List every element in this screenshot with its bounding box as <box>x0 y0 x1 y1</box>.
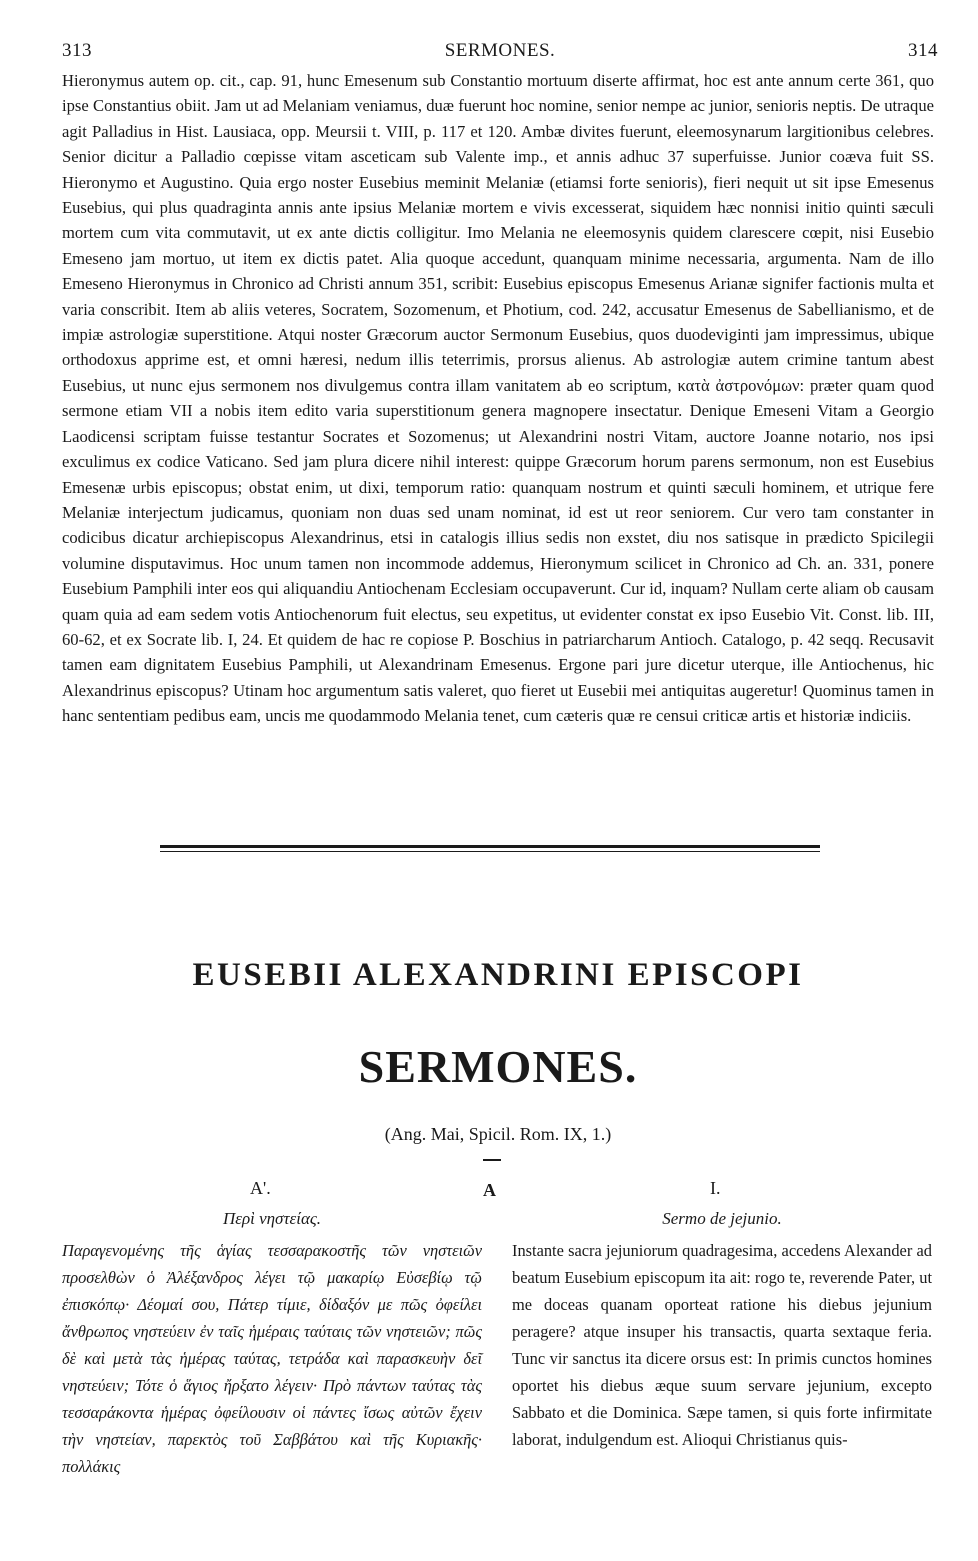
greek-column <box>62 1237 482 1480</box>
commentary-block <box>62 68 934 729</box>
column-marker: A <box>483 1180 496 1200</box>
running-head <box>62 40 938 68</box>
work-title: EUSEBII ALEXANDRINI EPISCOPI <box>192 957 804 993</box>
greek-sermon-title: Περὶ νηστείας. <box>222 1209 322 1228</box>
greek-sermon-number: Α'. <box>250 1178 271 1198</box>
source-citation: (Ang. Mai, Spicil. Rom. IX, 1.) <box>384 1124 612 1144</box>
right-page-number: 314 <box>908 40 938 61</box>
running-title: SERMONES. <box>444 40 556 61</box>
latin-column <box>512 1237 932 1453</box>
work-subtitle: SERMONES. <box>358 1041 638 1092</box>
latin-sermon-title: Sermo de jejunio. <box>662 1209 782 1228</box>
greek-text: Παραγενομένης τῆς ἁγίας τεσσαρακοστῆς τῶν νηστειῶν προσελθὼν ὁ Ἀλέξανδρος λέγει τῷ μακαρίῳ Εὐσεβίῳ τῷ ἐπισκόπῳ· Δέομαί σου, Πάτερ τίμιε, δίδαξόν με πῶς ὀφείλει ἄνθρωπος νηστεύειν ἐν ταῖς ἡμέραις ταύταις τῶν νηστειῶν; πῶς δὲ καὶ μετὰ τὰς ἡμέρας ταύτας, τετράδα καὶ παρασκευὴν δεῖ νηστεύειν; Τότε ὁ ἅγιος ἤρξατο λέγειν· Πρὸ πάντων ταύτας τὰς τεσσαράκοντα ἡμέρας ὀφείλουσιν οἱ πάντες ἴσως αὐτῶν ἔχειν τὴν νηστείαν, παρεκτὸς τοῦ Σαββάτου καὶ τῆς Κυριακῆς· πολλάκις <box>62 1241 482 1476</box>
latin-text: Instante sacra jejuniorum quadragesima, accedens Alexander ad beatum Eusebium episcopum ita ait: rogo te, reverende Pater, ut me doceas quanam oporteat ratione his diebus jejunium peragere? atque insuper his transactis, quarta sextaque feria. Tunc vir sanctus ita dicere orsus est: In primis cunctos homines oportet his diebus æque suum servare jejunium, excepto Sabbato et die Dominica. Sæpe tamen, si quis forte infirmitate laborat, indulgendum est. Alioqui Christianus quis- <box>512 1241 932 1449</box>
section-rule-thin <box>160 851 820 852</box>
left-page-number: 313 <box>62 40 92 61</box>
latin-sermon-number: I. <box>710 1178 721 1198</box>
commentary-paragraph: Hieronymus autem op. cit., cap. 91, hunc Emesenum sub Constantio mortuum diserte affirmat, hoc est ante annum certe 361, quo ipse Constantius obiit. Jam ut ad Melaniam veniamus, duæ fuerunt hoc nomine, senior nempe ac junior, senioris neptis. De utraque agit Palladius in Hist. Lausiaca, opp. Meursii t. VIII, p. 117 et 120. Ambæ divites fuerunt, eleemosynarum largitionibus celebres. Senior dicitur a Palladio cœpisse vitam asceticam sub Valente imp., et annis adhuc 37 superfuisse. Junior coæva fuit SS. Hieronymo et Augustino. Quia ergo noster Eusebius meminit Melaniæ (etiamsi forte senioris), fieri nequit ut sit ipse Emesenus Eusebius, qui plus quadraginta annis ante ipsius Melaniæ mortem e vivis excesserat, siquidem hæc nonnisi initio quinti sæculi mortem cum vita commutavit, ut ex ante dictis colligitur. Imo Melania ne eleemosynis quidem clarescere cœpit, nisi Eusebio Emeseno jam mortuo, ut item ex dictis patet. Alia quoque accedunt, quanquam minime necessaria, argumenta. Nam de illo Emeseno Hieronymus in Chronico ad Christi annum 351, scribit: Eusebius episcopus Emesenus Arianæ signifer factionis multa et varia conscribit. Item ab aliis veteres, Socratem, Sozomenum, et Photium, cod. 242, accusatur Emesenus de Sabellianismo, et de impiæ astrologiæ superstitione. Atqui noster Græcorum auctor Sermonum Eusebius, quos duodeviginti jam impressimus, ubique orthodoxus apprime est, et omni hæresi, nedum illis teterrimis, prorsus alienus. Ab astrologiæ autem crimine tantum abest Eusebius, ut nunc ejus sermonem nos divulgemus contra illam vanitatem ab eo scriptum, κατὰ ἀστρονόμων: præter quam quod sermone etiam VII a nobis item edito varia superstitionum genera magnopere insectatur. Denique Emeseni Vitam a Georgio Laodicensi scriptam fuisse testantur Socrates et Sozomenus; ut Alexandrini nostri Vitam, auctore Joanne notario, nos ipsi exculimus ex codice Vaticano. Sed jam plura dicere nihil interest: quippe Græcorum horum parens sermonum, non est Eusebius Emesenæ urbis episcopus; obstat enim, ut dixi, temporum ratio: quanquam nostrum et quinti sæculi hominem, et utrique fere Melaniæ interjectum judicamus, quoniam non duas sed unam nominat, id est ut reor seniorem. Cur vero tam constanter in codicibus dicatur archiepiscopus Alexandrinus, etsi in catalogis illius sedis non exstet, diu nos satisque in prædicto Spicilegii volumine disputavimus. Hoc unum tamen non incommode addemus, Hieronymum scilicet in Chronico ad Ch. an. 331, ponere Eusebium Pamphili inter eos qui aliquandiu Antiochenam Ecclesiam occupaverunt. Cur id, inquam? Nullam certe aliam ob causam quam quia ad eam sedem votis Antiochenorum fuit electus, seu expetitus, ut evidenter constat ex ipso Eusebio Vit. Const. lib. III, 60-62, et ex Socrate lib. I, 24. Et quidem de hac re copiose P. Boschius in patriarcharum Antioch. Catalogo, p. 42 seqq. Recusavit tamen eam dignitatem Eusebius Pamphili, ut Alexandrinam Emesenus. Ergone pari jure dicetur uterque, ille Antiochenus, hic Alexandrinus episcopus? Utinam hoc argumentum satis valeret, quo fieret ut Eusebii mei antiquitas augeretur! Quominus tamen in hanc sententiam pedibus eam, uncis me quodammodo Melania tenet, cum cæteris quæ re censui criticæ artis et historiæ indiciis. <box>62 71 934 726</box>
ornament-dash <box>483 1159 501 1161</box>
section-rule-thick <box>160 845 820 848</box>
